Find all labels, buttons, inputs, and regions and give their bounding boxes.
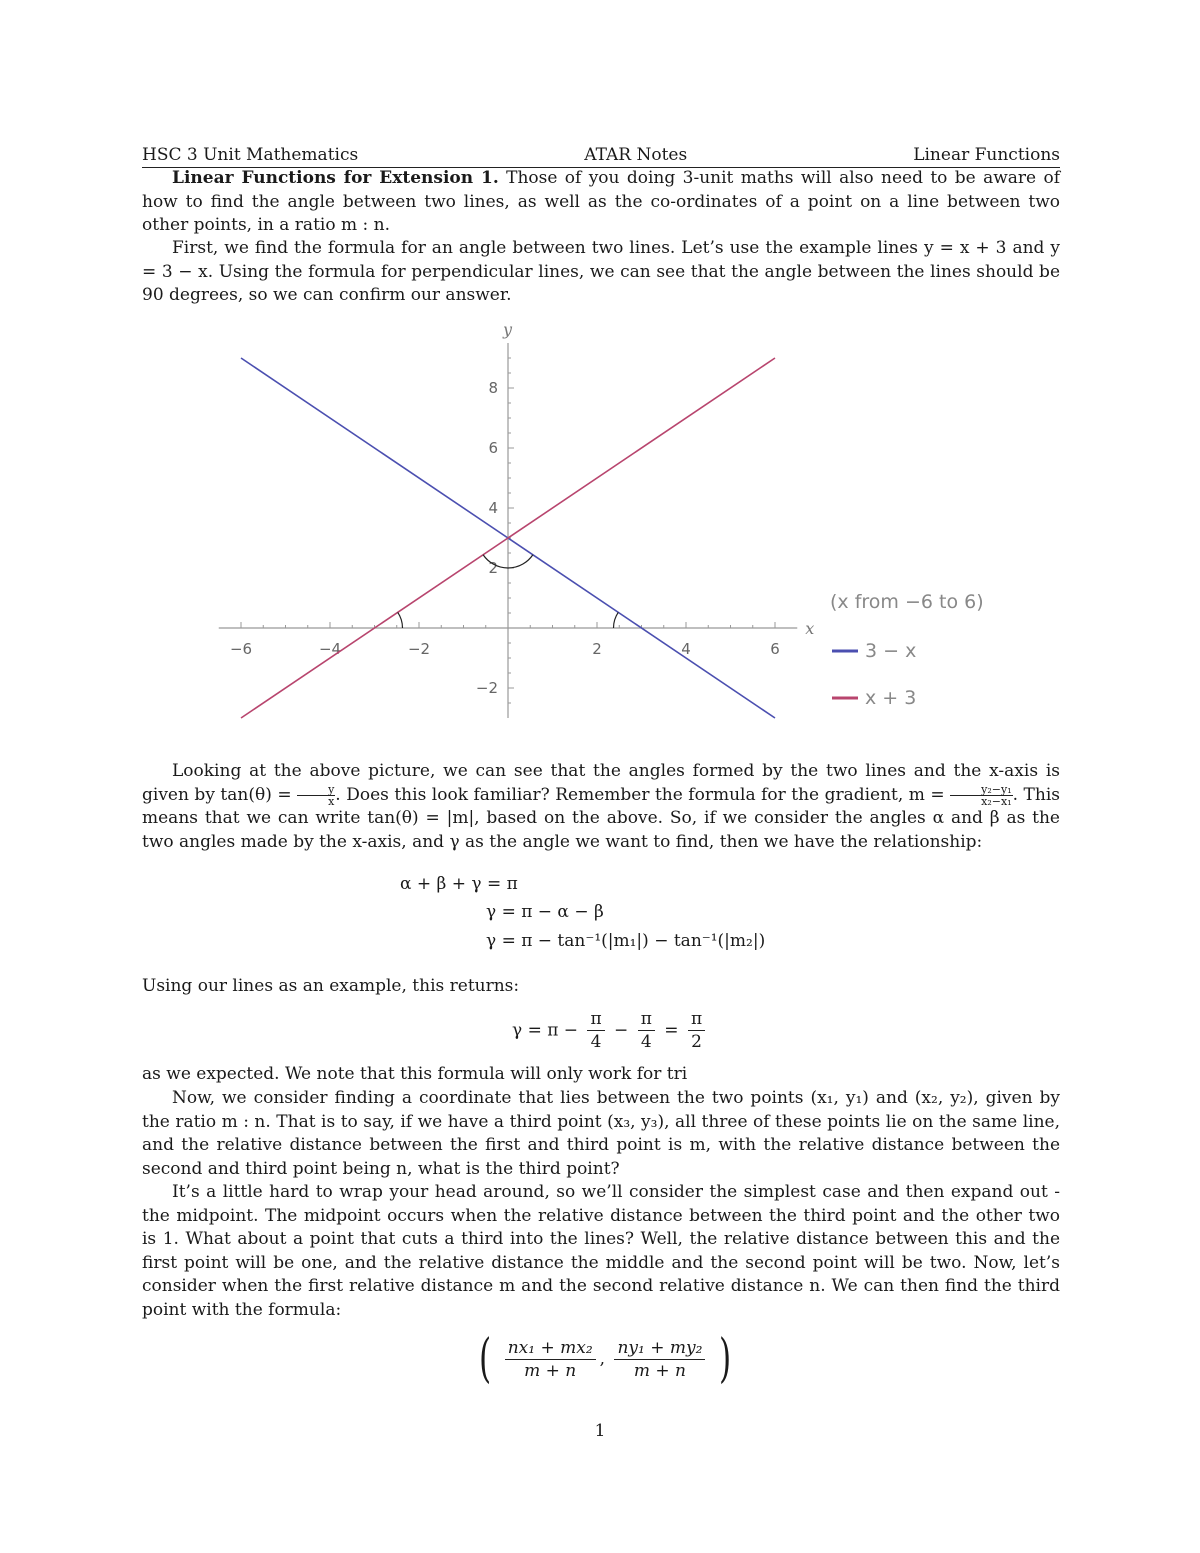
- legend-title: (x from −6 to 6): [830, 591, 984, 613]
- x-tick-label: −4: [318, 640, 342, 658]
- x-tick-label: −2: [407, 640, 431, 658]
- x-tick-label: 6: [770, 640, 780, 658]
- header-left: HSC 3 Unit Mathematics: [142, 145, 359, 165]
- fraction-pi-over-4-a: $\frac{\pi}{4}$: [587, 1008, 604, 1053]
- fraction-x-coordinate: $\frac{\text{nx₁ + mx₂}}{m + n}$: [505, 1337, 596, 1382]
- paragraph-7: It’s a little hard to wrap your head around, so we’ll consider the simplest case and then expand out - the midpoint. The midpoint occurs when the relative distance between the third point and the other two is 1. What about a point that cuts a third into the lines? Well, the relative distance between this and the first point will be one, and the relative distance the middle and the second point will be two. Now, let’s consider when the first relative distance m and the second relative distance n. We can then find the third point with the formula:: [142, 1182, 1060, 1320]
- fraction-pi-over-4-b: $\frac{\pi}{4}$: [638, 1008, 655, 1053]
- intro-text: Those of you doing 3-unit maths will also need to be aware of how to find the angle between two lines, as well as the co-ordinates of a point on a line between two other points, in a ratio m : n.: [142, 168, 1061, 235]
- angle-arc-alpha: [398, 612, 403, 628]
- fraction-pi-over-2: $\frac{\pi}{2}$: [688, 1008, 705, 1053]
- running-header: [142, 141, 1060, 168]
- y-tick-label: 8: [488, 379, 498, 397]
- chart-axes: [219, 320, 815, 718]
- page-number: 1: [594, 1421, 606, 1441]
- y-tick-label: 4: [488, 499, 498, 517]
- equation-line-3: γ = π − tan⁻¹(|m₁|) − tan⁻¹(|m₂|): [486, 931, 766, 951]
- paragraph-2: First, we find the formula for an angle between two lines. Let’s use the example lines y = x + 3 and y = 3 − x. Using the formula for perpendicular lines, we can see that the angle between the lines should be 90 degrees, so we can confirm our answer.: [142, 238, 1060, 305]
- x-tick-label: 2: [592, 640, 602, 658]
- equation-line-1: α + β + γ = π: [400, 874, 518, 894]
- legend-label-x-plus-3: x + 3: [865, 687, 917, 709]
- fraction-y-over-x: $\frac{y}{x}$: [297, 784, 335, 807]
- y-axis-label: y: [503, 320, 513, 339]
- x-axis-label: x: [805, 619, 815, 638]
- intro-heading: Linear Functions for Extension 1.: [172, 168, 499, 188]
- section-formula: ( $\frac{\text{nx₁ + mx₂}}{m + n}$ , $\frac{\text{ny₁ + my₂}}{m + n}$ ): [479, 1329, 732, 1389]
- line-chart: [220, 320, 1040, 723]
- legend-label-3-minus-x: 3 − x: [865, 640, 917, 662]
- paragraph-4: Using our lines as an example, this returns:: [142, 976, 520, 996]
- y-tick-label: 6: [488, 439, 498, 457]
- x-tick-label: −6: [229, 640, 253, 658]
- header-right: Linear Functions: [913, 145, 1060, 165]
- fraction-y-coordinate: $\frac{\text{ny₁ + my₂}}{m + n}$: [614, 1337, 705, 1382]
- fraction-gradient: $\frac{\text{y₂−y₁}}{\text{x₂−x₁}}$: [950, 784, 1012, 807]
- intro-paragraph: [142, 167, 1060, 238]
- chart-legend: [830, 591, 984, 709]
- y-tick-label: −2: [475, 679, 498, 697]
- y-tick-label: 2: [488, 559, 498, 577]
- paragraph-3: Looking at the above picture, we can see that the angles formed by the two lines and the x-axis is given by tan(θ) = $\frac{y}{x}$ . Does this look familiar? Remember the formula for the gradient, m = $\frac{\text{y₂−y₁}}{\text{x₂−x₁}}$ . This means that we can write tan(θ) = |m|, based on the above. So, if we consider the angles α and β as the two angles made by the x-axis, and γ as the angle we want to find, then we have the relationship:: [142, 761, 1060, 852]
- gamma-equation: γ = π − $\frac{\pi}{4}$ − $\frac{\pi}{4}$ = $\frac{\pi}{2}$: [512, 1008, 709, 1053]
- header-center: ATAR Notes: [584, 145, 688, 165]
- paragraph-6: Now, we consider finding a coordinate that lies between the two points (x₁, y₁) and (x₂, y₂), given by the ratio m : n. That is to say, if we have a third point (x₃, y₃), all three of these points lie on the same line, and the relative distance between the first and third point is m, with the relative distance between the second and third point being n, what is the third point?: [142, 1088, 1060, 1179]
- angle-arc-beta: [614, 612, 619, 628]
- paragraph-5: as we expected. We note that this formula will only work for tri: [142, 1064, 688, 1084]
- equation-line-2: γ = π − α − β: [486, 902, 604, 922]
- x-tick-label: 4: [681, 640, 691, 658]
